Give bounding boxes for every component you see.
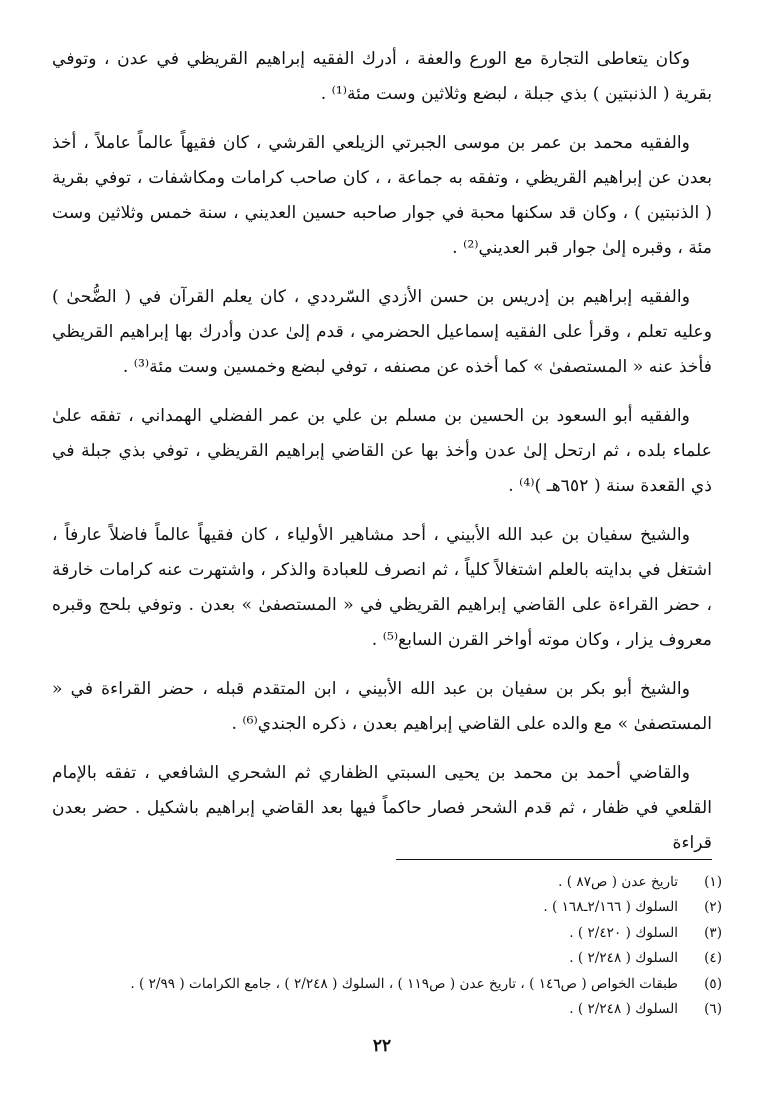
- paragraph: [52, 672, 712, 742]
- paragraph-text: والفقيه إبراهيم بن إدريس بن حسن الأزدي السّرددي ، كان يعلم القرآن في ( الضُّحىٰ ) وعليه تعلم ، وقرأ على الفقيه إسماعيل الحضرمي ، قدم إلىٰ عدن وأدرك بها إبراهيم القريظي فأخذ عنه « المستصفىٰ » كما أخذه عن مصنفه ، توفي لبضع وخمسين وست مئة⁽³⁾ .: [52, 287, 712, 377]
- paragraph: [52, 399, 712, 504]
- paragraph-text: والفقيه محمد بن عمر بن موسى الجبرتي الزيلعي القرشي ، كان فقيهاً عالماً عاملاً ، أخذ بعدن عن إبراهيم القريظي ، وتفقه به جماعة ، ، كان صاحب كرامات ومكاشفات ، توفي بقرية ( الذنبتين ) ، وكان قد سكنها محبة في جوار صاحبه حسين العديني ، سنة خمس وثلاثين وست مئة ، وقبره إلىٰ جوار قبر العديني⁽²⁾ .: [52, 133, 712, 258]
- footnote-text: السلوك ( ٢/٤٢٠ ) .: [569, 924, 678, 941]
- page-number: ٢٢: [372, 1036, 392, 1056]
- paragraph-text: والشيخ سفيان بن عبد الله الأبيني ، أحد مشاهير الأولياء ، كان فقيهاً عالماً فاضلاً عارفاً ، اشتغل في بدايته بالعلم اشتغالاً كلياً ، ثم انصرف للعبادة والذكر ، واشتهرت عنه كرامات خارقة ، حضر القراءة على القاضي إبراهيم القريظي في « المستصفىٰ » بعدن . وتوفي بلحج وقبره معروف يزار ، وكان موته أواخر القرن السابع⁽⁵⁾ .: [52, 525, 712, 650]
- footnote: [52, 895, 722, 920]
- paragraph: [52, 280, 712, 385]
- footnote-text: السلوك ( ٢/٢٤٨ ) .: [569, 1001, 678, 1018]
- footnote: [52, 870, 722, 895]
- paragraph-text: والقاضي أحمد بن محمد بن يحيى السبتي الظفاري ثم الشحري الشافعي ، تفقه بالإمام القلعي في ظفار ، ثم قدم الشحر فصار حاكماً فيها بعد القاضي إبراهيم باشكيل . حضر بعدن قراءة: [52, 763, 712, 853]
- paragraph: [52, 518, 712, 658]
- paragraph-text: والشيخ أبو بكر بن سفيان بن عبد الله الأبيني ، ابن المتقدم قبله ، حضر القراءة في « المستصفىٰ » مع والده على القاضي إبراهيم بعدن ، ذكره الجندي⁽⁶⁾ .: [52, 679, 712, 734]
- main-text: [52, 42, 712, 875]
- footnote-text: طبقات الخواص ( ص١٤٦ ) ، تاريخ عدن ( ص١١٩ ) ، السلوك ( ٢/٢٤٨ ) ، جامع الكرامات ( ٢/٩٩ ) .: [130, 975, 678, 992]
- footnote-number: (٥): [704, 975, 722, 992]
- footnote-number: (٣): [704, 924, 722, 941]
- footnote: [52, 921, 722, 946]
- footnote-separator: [396, 859, 712, 860]
- footnote: [52, 946, 722, 971]
- footnote-number: (٢): [704, 899, 722, 916]
- paragraph: [52, 756, 712, 861]
- paragraph: [52, 126, 712, 266]
- paragraph-text: وكان يتعاطى التجارة مع الورع والعفة ، أدرك الفقيه إبراهيم القريظي في عدن ، وتوفي بقرية ( الذنبتين ) بذي جبلة ، لبضع وثلاثين وست مئة⁽¹⁾ .: [52, 49, 712, 104]
- footnote-number: (٦): [704, 1001, 722, 1018]
- paragraph: [52, 42, 712, 112]
- footnote-text: السلوك ( ٢/١٦٦ـ١٦٨ ) .: [543, 899, 678, 916]
- footnote: [52, 972, 722, 997]
- footnote-text: السلوك ( ٢/٢٤٨ ) .: [569, 950, 678, 967]
- paragraph-text: والفقيه أبو السعود بن الحسين بن مسلم بن علي بن عمر الفضلي الهمداني ، تفقه علىٰ علماء بلده ، ثم ارتحل إلىٰ عدن وأخذ بها عن القاضي إبراهيم القريظي ، توفي بذي جبلة في ذي القعدة سنة ( ٦٥٢هـ )⁽⁴⁾ .: [52, 406, 712, 496]
- footnote-text: تاريخ عدن ( ص٨٧ ) .: [558, 874, 678, 890]
- footnote-number: (١): [704, 874, 722, 890]
- footnote: [52, 997, 722, 1022]
- footnotes: [52, 870, 722, 1022]
- footnote-number: (٤): [704, 950, 722, 967]
